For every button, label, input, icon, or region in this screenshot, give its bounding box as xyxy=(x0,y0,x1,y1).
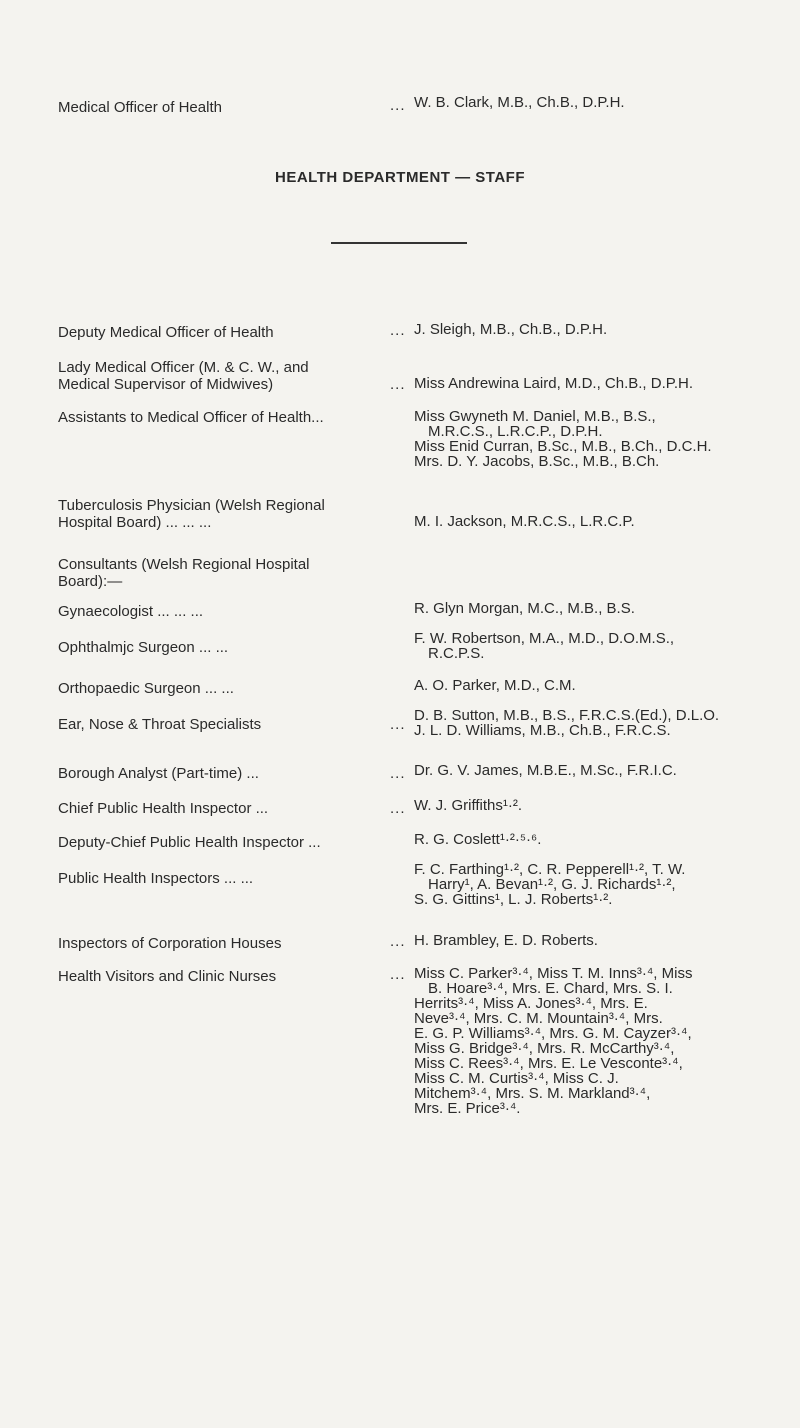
role-label: Inspectors of Corporation Houses xyxy=(58,935,282,952)
staff-names: W. J. Griffiths¹·². xyxy=(414,797,523,814)
leader-dots: ... xyxy=(390,933,406,950)
leader-dots: ... xyxy=(390,765,406,782)
role-label: Deputy Medical Officer of Health xyxy=(58,324,274,341)
role-label: Ophthalmjc Surgeon ... ... xyxy=(58,639,229,656)
staff-names: H. Brambley, E. D. Roberts. xyxy=(414,932,598,949)
leader-dots: ... xyxy=(390,800,406,817)
leader-dots: ... xyxy=(390,376,406,393)
role-label: Ear, Nose & Throat Specialists xyxy=(58,716,262,733)
staff-names: J. Sleigh, M.B., Ch.B., D.P.H. xyxy=(414,321,608,338)
leader-dots: ... xyxy=(390,322,406,339)
staff-names: Dr. G. V. James, M.B.E., M.Sc., F.R.I.C. xyxy=(414,762,677,779)
staff-names: Miss Andrewina Laird, M.D., Ch.B., D.P.H. xyxy=(414,375,693,392)
role-label: Assistants to Medical Officer of Health... xyxy=(58,409,324,426)
staff-names: R. G. Coslett¹·²·⁵·⁶. xyxy=(414,831,542,848)
role-label: Consultants (Welsh Regional Hospital Board):— xyxy=(58,556,310,590)
role-label: Chief Public Health Inspector ... xyxy=(58,800,269,817)
role-label: Public Health Inspectors ... ... xyxy=(58,870,254,887)
role-label: Borough Analyst (Part-time) ... xyxy=(58,765,259,782)
staff-names: Miss Gwyneth M. Daniel, M.B., B.S., M.R.C.S., L.R.C.P., D.P.H. Miss Enid Curran, B.Sc., M.B., B.Ch., D.C.H. Mrs. D. Y. Jacobs, B.Sc., M.B., B.Ch. xyxy=(414,408,712,470)
staff-names: W. B. Clark, M.B., Ch.B., D.P.H. xyxy=(414,94,625,111)
role-label: Health Visitors and Clinic Nurses xyxy=(58,968,277,985)
role-label: Tuberculosis Physician (Welsh Regional Hospital Board) ... ... ... xyxy=(58,497,325,531)
role-label: Orthopaedic Surgeon ... ... xyxy=(58,680,234,697)
staff-names: F. C. Farthing¹·², C. R. Pepperell¹·², T. W. Harry¹, A. Bevan¹·², G. J. Richards¹·², S. G. Gittins¹, L. J. Roberts¹·². xyxy=(414,861,686,908)
leader-dots: ... xyxy=(390,966,406,983)
staff-names: Miss C. Parker³·⁴, Miss T. M. Inns³·⁴, Miss B. Hoare³·⁴, Mrs. E. Chard, Mrs. S. I. Herrits³·⁴, Miss A. Jones³·⁴, Mrs. E. Neve³·⁴, Mrs. C. M. Mountain³·⁴, Mrs. E. G. P. Williams³·⁴, Mrs. G. M. Cayzer³·⁴, Miss G. Bridge³·⁴, Mrs. R. McCarthy³·⁴, Miss C. Rees³·⁴, Mrs. E. Le Vesconte³·⁴, Miss C. M. Curtis³·⁴, Miss C. J. Mitchem³·⁴, Mrs. S. M. Markland³·⁴, Mrs. E. Price³·⁴. xyxy=(414,965,693,1117)
leader-dots: ... xyxy=(390,97,406,114)
staff-names: A. O. Parker, M.D., C.M. xyxy=(414,677,576,694)
page-title: HEALTH DEPARTMENT — STAFF xyxy=(275,169,525,186)
role-label: Deputy-Chief Public Health Inspector ... xyxy=(58,834,321,851)
staff-names: F. W. Robertson, M.A., M.D., D.O.M.S., R.C.P.S. xyxy=(414,630,675,662)
role-label: Medical Officer of Health xyxy=(58,99,222,116)
leader-dots: ... xyxy=(390,716,406,733)
staff-names: R. Glyn Morgan, M.C., M.B., B.S. xyxy=(414,600,635,617)
role-label: Lady Medical Officer (M. & C. W., and Medical Supervisor of Midwives) xyxy=(58,359,309,393)
staff-names: M. I. Jackson, M.R.C.S., L.R.C.P. xyxy=(414,513,635,530)
title-divider xyxy=(331,242,467,244)
role-label: Gynaecologist ... ... ... xyxy=(58,603,204,620)
staff-names: D. B. Sutton, M.B., B.S., F.R.C.S.(Ed.), D.L.O. J. L. D. Williams, M.B., Ch.B., F.R.C.S. xyxy=(414,707,720,739)
